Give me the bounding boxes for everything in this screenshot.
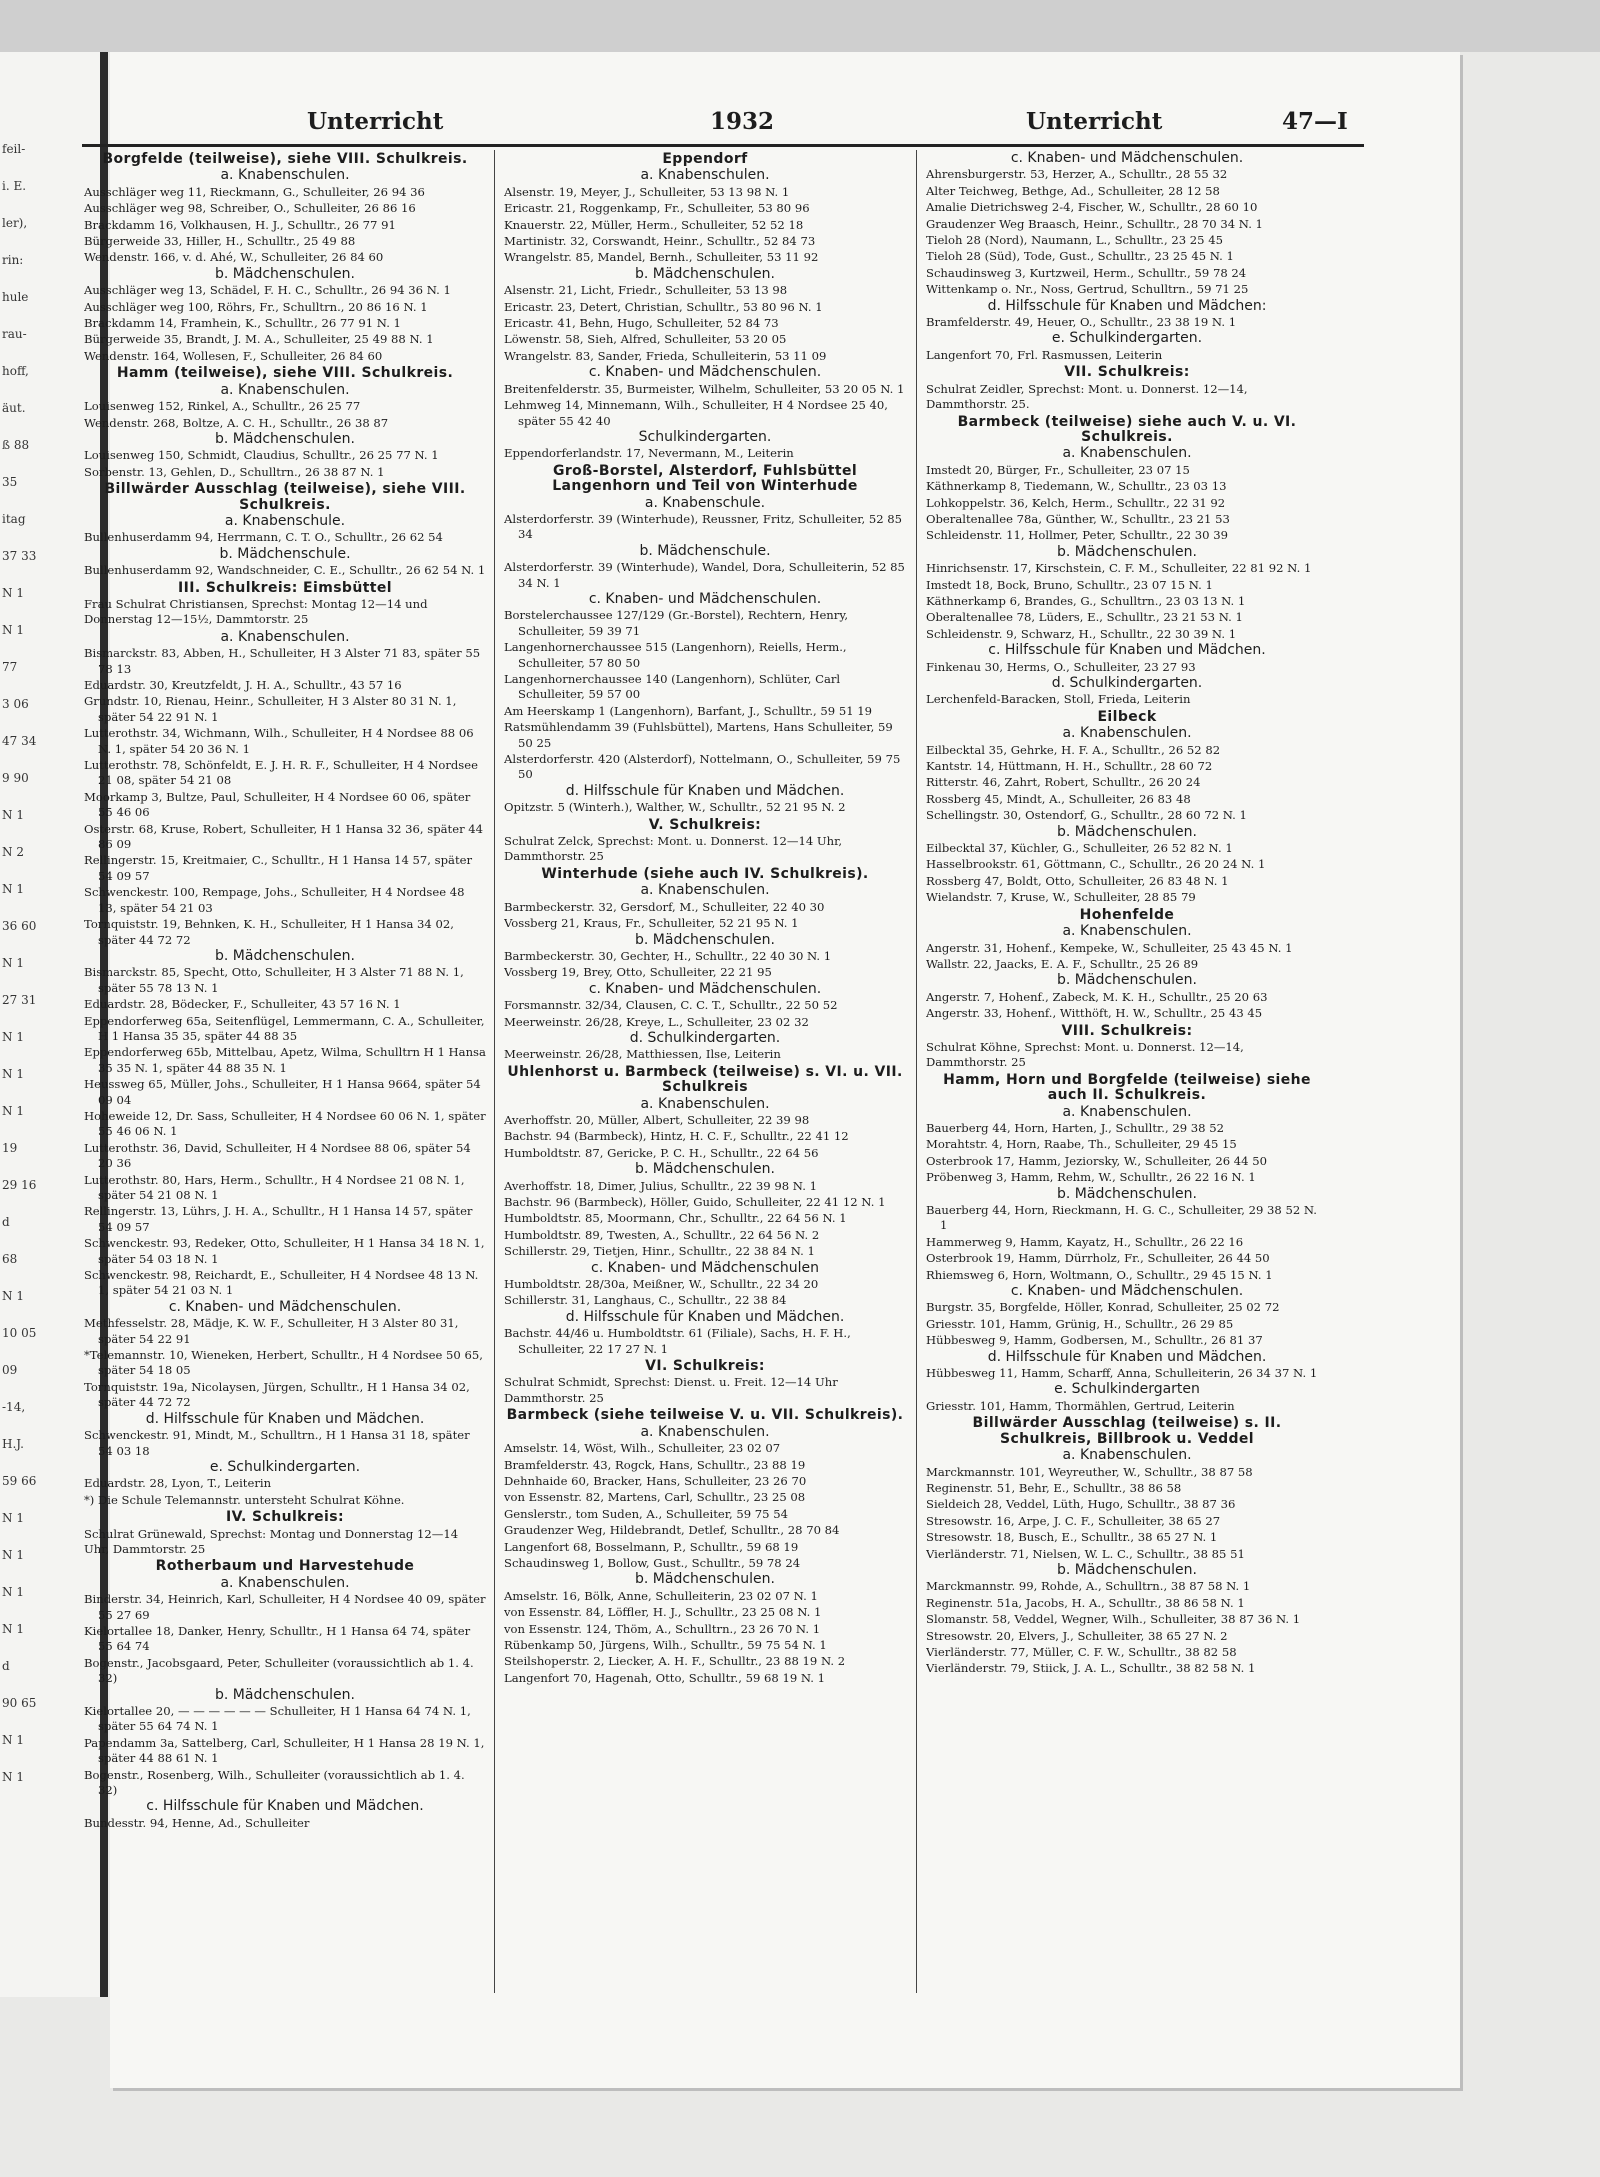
margin-fragment: N 1 [2, 1030, 24, 1044]
school-entry: Amselstr. 16, Bölk, Anne, Schulleiterin, 23 02 07 N. 1 [504, 1588, 818, 1603]
school-entry: Angerstr. 33, Hohenf., Witthöft, H. W., Schulltr., 25 43 45 [926, 1006, 1263, 1021]
school-entry: Kielortallee 18, Danker, Henry, Schulltr., H 1 Hansa 64 74, später 55 64 74 [84, 1623, 471, 1654]
school-entry: Marckmannstr. 101, Weyreuther, W., Schulltr., 38 87 58 [926, 1464, 1253, 1479]
section-heading: Hamm, Horn und Borgfelde (teilweise) siehe auch II. Schulkreis. [943, 1071, 1311, 1104]
school-entry: Hasselbrookstr. 61, Göttmann, C., Schulltr., 26 20 24 N. 1 [926, 857, 1266, 872]
margin-fragment: N 1 [2, 1104, 24, 1118]
school-entry: von Essenstr. 124, Thöm, A., Schulltrn., 23 26 70 N. 1 [504, 1621, 821, 1636]
subsection-heading: d. Hilfsschule für Knaben und Mädchen. [987, 1348, 1267, 1365]
margin-fragment: 37 33 [2, 549, 37, 563]
school-entry: Sorbenstr. 13, Gehlen, D., Schulltrn., 26 38 87 N. 1 [84, 464, 385, 479]
margin-fragment: N 1 [2, 808, 24, 822]
school-entry: Bachstr. 44/46 u. Humboldtstr. 61 (Filiale), Sachs, H. F. H., Schulleiter, 22 17 27 N. 1 [504, 1326, 851, 1356]
subsection-heading: Schulkindergarten. [638, 428, 772, 445]
district-note: Schulrat Schmidt, Sprechst: Dienst. u. Freit. 12—14 Uhr Dammthorstr. 25 [504, 1375, 838, 1405]
school-entry: Oberaltenallee 78, Lüders, E., Schulltr., 23 21 53 N. 1 [926, 610, 1243, 625]
school-entry: Bauerberg 44, Horn, Rieckmann, H. G. C., Schulleiter, 29 38 52 N. 1 [926, 1203, 1317, 1233]
school-entry: Ratsmühlendamm 39 (Fuhlsbüttel), Martens, Hans Schulleiter, 59 50 25 [504, 720, 893, 750]
school-entry: Alsenstr. 21, Licht, Friedr., Schulleiter, 53 13 98 [504, 283, 788, 298]
school-entry: Ericastr. 41, Behn, Hugo, Schulleiter, 52 84 73 [504, 316, 779, 331]
margin-fragment: N 1 [2, 586, 24, 600]
school-entry: Averhoffstr. 18, Dimer, Julius, Schulltr., 22 39 98 N. 1 [504, 1178, 817, 1193]
school-entry: Ritterstr. 46, Zahrt, Robert, Schulltr., 26 20 24 [926, 775, 1201, 790]
school-entry: Schleidenstr. 9, Schwarz, H., Schulltr., 22 30 39 N. 1 [926, 626, 1237, 641]
section-heading: VII. Schulkreis: [1064, 364, 1190, 381]
school-entry: Ausschläger weg 13, Schädel, F. H. C., Schulltr., 26 94 36 N. 1 [84, 283, 451, 298]
school-entry: Methfesselstr. 28, Mädje, K. W. F., Schulleiter, H 3 Alster 80 31, später 54 22 91 [84, 1316, 459, 1346]
school-entry: Bachstr. 96 (Barmbeck), Höller, Guido, Schulleiter, 22 41 12 N. 1 [504, 1195, 886, 1209]
school-entry: Langenhornerchaussee 515 (Langenhorn), Reiells, Herm., Schulleiter, 57 80 50 [504, 640, 847, 670]
school-entry: Alsenstr. 19, Meyer, J., Schulleiter, 53 13 98 N. 1 [504, 184, 790, 199]
school-entry: Grundstr. 10, Rienau, Heinr., Schulleiter, H 3 Alster 80 31 N. 1, später 54 22 91 N. 1 [84, 694, 457, 724]
subsection-heading: c. Hilfsschule für Knaben und Mädchen. [146, 1798, 424, 1815]
school-entry: Schwenckestr. 93, Redeker, Otto, Schulleiter, H 1 Hansa 34 18 N. 1, später 54 03 18 N. 1 [84, 1236, 485, 1266]
margin-fragment: 09 [2, 1363, 18, 1377]
margin-fragment: N 1 [2, 1585, 24, 1599]
school-entry: Humboldtstr. 87, Gericke, P. C. H., Schulltr., 22 64 56 [504, 1145, 819, 1160]
school-entry: Steilshoperstr. 2, Liecker, A. H. F., Schulltr., 23 88 19 N. 2 [504, 1654, 846, 1669]
header-year: 1932 [710, 108, 775, 135]
margin-fragment: 27 31 [2, 993, 37, 1007]
school-entry: Bogenstr., Rosenberg, Wilh., Schulleiter (voraussichtlich ab 1. 4. 32) [84, 1767, 465, 1798]
subsection-heading: a. Knabenschulen. [1062, 1447, 1192, 1464]
school-entry: Louisenweg 150, Schmidt, Claudius, Schulltr., 26 25 77 N. 1 [84, 448, 439, 463]
column-divider [916, 150, 917, 1993]
school-entry: Oberaltenallee 78a, Günther, W., Schulltr., 23 21 53 [926, 511, 1230, 526]
subsection-heading: b. Mädchenschulen. [215, 430, 355, 447]
school-entry: Wallstr. 22, Jaacks, E. A. F., Schulltr., 25 26 89 [926, 956, 1199, 971]
school-entry: Hübbesweg 9, Hamm, Godbersen, M., Schulltr., 26 81 37 [926, 1333, 1263, 1348]
section-heading: Billwärder Ausschlag (teilweise) s. II. Schulkreis, Billbrook u. Veddel [972, 1415, 1282, 1447]
subsection-heading: b. Mädchenschulen. [1057, 823, 1197, 840]
school-entry: Eppendorferweg 65b, Mittelbau, Apetz, Wilma, Schulltrn H 1 Hansa 35 35 N. 1, später 44 88 35 N. 1 [84, 1045, 486, 1075]
district-note: Schulrat Grünewald, Sprechst: Montag und Donnerstag 12—14 Uhr, Dammtorstr. 25 [84, 1526, 459, 1556]
school-entry: Borstelerchaussee 127/129 (Gr.-Borstel), Rechtern, Henry, Schulleiter, 59 39 71 [504, 608, 849, 638]
margin-fragment: N 1 [2, 1548, 24, 1562]
school-entry: Bramfelderstr. 43, Rogck, Hans, Schulltr., 23 88 19 [504, 1457, 806, 1472]
school-entry: Bauerberg 44, Horn, Harten, J., Schulltr., 29 38 52 [926, 1120, 1224, 1135]
subsection-heading: d. Schulkindergarten. [629, 1029, 781, 1046]
school-entry: Wendenstr. 164, Wollesen, F., Schulleiter, 26 84 60 [84, 348, 383, 363]
section-heading: Hohenfelde [1079, 906, 1175, 923]
page-number: 47—I [1282, 108, 1348, 135]
school-entry: Vossberg 19, Brey, Otto, Schulleiter, 22 21 95 [504, 965, 772, 980]
school-entry: Amalie Dietrichsweg 2-4, Fischer, W., Schulltr., 28 60 10 [926, 200, 1258, 215]
section-heading: Hamm (teilweise), siehe VIII. Schulkreis. [116, 365, 454, 382]
subsection-heading: d. Hilfsschule für Knaben und Mädchen. [565, 1308, 845, 1325]
subsection-heading: e. Schulkindergarten. [209, 1458, 361, 1475]
school-entry: Bramfelderstr. 49, Heuer, O., Schulltr., 23 38 19 N. 1 [926, 315, 1237, 330]
subsection-heading: b. Mädchenschulen. [215, 265, 355, 282]
school-entry: Graudenzer Weg Braasch, Heinr., Schulltr., 28 70 34 N. 1 [926, 216, 1263, 231]
subsection-heading: a. Knabenschulen. [1062, 445, 1192, 462]
margin-fragment: N 1 [2, 1511, 24, 1525]
school-entry: Pröbenweg 3, Hamm, Rehm, W., Schulltr., 26 22 16 N. 1 [926, 1170, 1256, 1185]
school-entry: Papendamm 3a, Sattelberg, Carl, Schulleiter, H 1 Hansa 28 19 N. 1, später 44 88 61 N. 1 [84, 1735, 485, 1766]
school-entry: Osterbrook 19, Hamm, Dürrholz, Fr., Schulleiter, 26 44 50 [926, 1251, 1270, 1266]
margin-fragment: 36 60 [2, 919, 37, 933]
subsection-heading: a. Knabenschulen. [640, 1423, 770, 1440]
school-entry: Dehnhaide 60, Bracker, Hans, Schulleiter, 23 26 70 [504, 1473, 807, 1488]
subsection-heading: b. Mädchenschule. [639, 542, 771, 559]
margin-fragment: N 1 [2, 1770, 24, 1784]
subsection-heading: a. Knabenschule. [224, 512, 346, 529]
school-entry: Sieldeich 28, Veddel, Lüth, Hugo, Schulltr., 38 87 36 [926, 1497, 1236, 1512]
school-entry: Humboldtstr. 85, Moormann, Chr., Schulltr., 22 64 56 N. 1 [504, 1211, 847, 1226]
margin-fragment: 77 [2, 660, 18, 674]
school-entry: Wielandstr. 7, Kruse, W., Schulleiter, 28 85 79 [926, 890, 1196, 905]
school-entry: Alsterdorferstr. 39 (Winterhude), Reussner, Fritz, Schulleiter, 52 85 34 [504, 511, 903, 542]
section-heading: Eppendorf [662, 151, 748, 167]
subsection-heading: b. Mädchenschulen. [635, 1571, 775, 1588]
subsection-heading: a. Knabenschulen. [640, 1095, 770, 1112]
school-entry: Schaudinsweg 3, Kurtzweil, Herm., Schulltr., 59 78 24 [926, 265, 1247, 280]
margin-fragment: 3 06 [2, 697, 29, 711]
margin-fragment: 68 [2, 1252, 18, 1266]
margin-fragment: 47 34 [2, 734, 37, 748]
school-entry: von Essenstr. 82, Martens, Carl, Schulltr., 23 25 08 [504, 1490, 806, 1505]
section-heading: VI. Schulkreis: [645, 1358, 765, 1375]
school-entry: Bismarckstr. 83, Abben, H., Schulleiter, H 3 Alster 71 83, später 55 78 13 [84, 646, 481, 676]
margin-fragment: 90 65 [2, 1696, 37, 1710]
margin-fragment: ler), [2, 216, 28, 230]
school-entry: Wittenkamp o. Nr., Noss, Gertrud, Schulltrn., 59 71 25 [926, 282, 1249, 297]
margin-fragment: N 1 [2, 623, 24, 637]
school-entry: Eduardstr. 28, Lyon, T., Leiterin [84, 1476, 272, 1491]
school-entry: Lohkoppelstr. 36, Kelch, Herm., Schulltr., 22 31 92 [926, 495, 1226, 510]
section-heading: V. Schulkreis: [648, 816, 762, 833]
school-entry: Meerweinstr. 26/28, Kreye, L., Schulleiter, 23 02 32 [504, 1014, 809, 1029]
school-entry: Brackdamm 14, Framhein, K., Schulltr., 26 77 91 N. 1 [84, 316, 401, 331]
school-entry: Hoheweide 12, Dr. Sass, Schulleiter, H 4 Nordsee 60 06 N. 1, später 55 46 06 N. 1 [84, 1108, 486, 1139]
school-entry: Marckmannstr. 99, Rohde, A., Schulltrn., 38 87 58 N. 1 [926, 1579, 1251, 1594]
school-entry: Louisenweg 152, Rinkel, A., Schulltr., 26 25 77 [84, 399, 361, 414]
school-entry: Alsterdorferstr. 420 (Alsterdorf), Nottelmann, O., Schulleiter, 59 75 50 [504, 752, 901, 782]
margin-fragment: 10 05 [2, 1326, 37, 1340]
school-entry: Lehmweg 14, Minnemann, Wilh., Schulleiter, H 4 Nordsee 25 40, später 55 42 40 [504, 398, 888, 428]
school-entry: Schwenckestr. 100, Rempage, Johs., Schulleiter, H 4 Nordsee 48 13, später 54 21 03 [84, 885, 465, 915]
school-entry: Martinistr. 32, Corswandt, Heinr., Schulltr., 52 84 73 [504, 234, 816, 249]
school-entry: Schellingstr. 30, Ostendorf, G., Schulltr., 28 60 72 N. 1 [926, 808, 1247, 823]
margin-fragment: N 1 [2, 956, 24, 970]
school-entry: Am Heerskamp 1 (Langenhorn), Barfant, J., Schulltr., 59 51 19 [504, 703, 873, 718]
school-entry: Langenfort 70, Frl. Rasmussen, Leiterin [926, 347, 1163, 362]
margin-fragment: ß 88 [2, 438, 30, 452]
subsection-heading: a. Knabenschulen. [1062, 1103, 1192, 1120]
school-entry: Slomanstr. 58, Veddel, Wegner, Wilh., Schulleiter, 38 87 36 N. 1 [926, 1612, 1301, 1627]
subsection-heading: a. Knabenschulen. [220, 381, 350, 398]
school-entry: Imstedt 20, Bürger, Fr., Schulleiter, 23 07 15 [926, 462, 1190, 477]
subsection-heading: a. Knabenschule. [644, 494, 766, 511]
margin-fragment: 29 16 [2, 1178, 37, 1192]
margin-fragment: äut. [2, 401, 26, 415]
district-note: Frau Schulrat Christiansen, Sprechst: Montag 12—14 und Donnerstag 12—15½, Dammtorstr. 25 [84, 596, 428, 627]
subsection-heading: b. Mädchenschulen. [635, 265, 775, 282]
subsection-heading: a. Knabenschulen. [1062, 725, 1192, 742]
section-heading: Rotherbaum und Harvestehude [155, 1558, 415, 1575]
school-entry: Schillerstr. 29, Tietjen, Hinr., Schulltr., 22 38 84 N. 1 [504, 1244, 815, 1259]
school-entry: Meerweinstr. 26/28, Matthiessen, Ilse, Leiterin [504, 1047, 781, 1062]
margin-fragment: hoff, [2, 364, 29, 378]
school-entry: Kantstr. 14, Hüttmann, H. H., Schulltr., 28 60 72 [926, 759, 1213, 774]
subsection-heading: a. Knabenschulen. [220, 628, 350, 645]
school-entry: Vierländerstr. 77, Müller, C. F. W., Schulltr., 38 82 58 [926, 1644, 1237, 1659]
margin-fragment: 59 66 [2, 1474, 37, 1488]
margin-fragment: H.J. [2, 1437, 24, 1451]
section-heading: IV. Schulkreis: [226, 1509, 344, 1526]
margin-fragment: rau- [2, 327, 27, 341]
school-entry: Schwenckestr. 98, Reichardt, E., Schulleiter, H 4 Nordsee 48 13 N. 1, später 54 21 03 N. 1 [84, 1268, 479, 1298]
subsection-heading: c. Knaben- und Mädchenschulen [591, 1259, 819, 1276]
school-entry: Hinrichsenstr. 17, Kirschstein, C. F. M., Schulleiter, 22 81 92 N. 1 [926, 561, 1312, 576]
subsection-heading: c. Knaben- und Mädchenschulen. [588, 364, 822, 381]
margin-fragment: i. E. [2, 179, 27, 193]
school-entry: Ahrensburgerstr. 53, Herzer, A., Schulltr., 28 55 32 [926, 167, 1228, 182]
school-entry: Rossberg 47, Boldt, Otto, Schulleiter, 26 83 48 N. 1 [926, 873, 1229, 888]
school-entry: Vierländerstr. 71, Nielsen, W. L. C., Schulltr., 38 85 51 [926, 1546, 1245, 1561]
school-entry: Graudenzer Weg, Hildebrandt, Detlef, Schulltr., 28 70 84 [504, 1523, 840, 1538]
subsection-heading: d. Hilfsschule für Knaben und Mädchen. [145, 1410, 425, 1427]
subsection-heading: b. Mädchenschulen. [215, 1686, 355, 1703]
school-entry: Lutterothstr. 78, Schönfeldt, E. J. H. R. F., Schulleiter, H 4 Nordsee 21 08, später 54 21 08 [84, 758, 478, 788]
margin-fragment: N 1 [2, 1289, 24, 1303]
school-entry: Reginenstr. 51a, Jacobs, H. A., Schulltr., 38 86 58 N. 1 [926, 1595, 1245, 1610]
section-heading: Winterhude (siehe auch IV. Schulkreis). [541, 865, 869, 882]
district-note: Schulrat Zeidler, Sprechst: Mont. u. Donnerst. 12—14, Dammthorstr. 25. [926, 381, 1248, 412]
subsection-heading: b. Mädchenschule. [219, 545, 351, 562]
school-entry: Lutterothstr. 36, David, Schulleiter, H 4 Nordsee 88 06, später 54 20 36 [84, 1140, 471, 1171]
subsection-heading: c. Knaben- und Mädchenschulen. [1010, 150, 1244, 166]
school-entry: Löwenstr. 58, Sieh, Alfred, Schulleiter, 53 20 05 [504, 332, 787, 347]
school-entry: Vossberg 21, Kraus, Fr., Schulleiter, 52 21 95 N. 1 [504, 916, 799, 931]
school-entry: Imstedt 18, Bock, Bruno, Schulltr., 23 07 15 N. 1 [926, 577, 1213, 592]
school-entry: Angerstr. 31, Hohenf., Kempeke, W., Schulleiter, 25 43 45 N. 1 [926, 940, 1293, 955]
subsection-heading: d. Hilfsschule für Knaben und Mädchen: [987, 297, 1267, 314]
school-entry: Lutterothstr. 34, Wichmann, Wilh., Schulleiter, H 4 Nordsee 88 06 N. 1, später 54 20 36 N. 1 [84, 726, 474, 756]
district-note: Schulrat Zelck, Sprechst: Mont. u. Donnerst. 12—14 Uhr, Dammthorstr. 25 [504, 834, 843, 864]
subsection-heading: a. Knabenschulen. [220, 1574, 350, 1591]
school-entry: *Telemannstr. 10, Wieneken, Herbert, Schulltr., H 4 Nordsee 50 65, später 54 18 05 [84, 1348, 483, 1378]
school-entry: Finkenau 30, Herms, O., Schulleiter, 23 27 93 [926, 659, 1196, 674]
section-heading: III. Schulkreis: Eimsbüttel [178, 579, 392, 596]
school-entry: Langenhornerchaussee 140 (Langenhorn), Schlüter, Carl Schulleiter, 59 57 00 [504, 672, 841, 702]
school-entry: Forsmannstr. 32/34, Clausen, C. C. T., Schulltr., 22 50 52 [504, 998, 838, 1013]
school-entry: Eduardstr. 30, Kreutzfeldt, J. H. A., Schulltr., 43 57 16 [84, 678, 402, 692]
school-entry: Breitenfelderstr. 35, Burmeister, Wilhelm, Schulleiter, 53 20 05 N. 1 [504, 381, 905, 396]
school-entry: Burgstr. 35, Borgfelde, Höller, Konrad, Schulleiter, 25 02 72 [926, 1300, 1280, 1315]
subsection-heading: d. Hilfsschule für Knaben und Mädchen. [565, 782, 845, 799]
school-entry: Angerstr. 7, Hohenf., Zabeck, M. K. H., Schulltr., 25 20 63 [926, 989, 1268, 1004]
column-right [926, 150, 1328, 2000]
subsection-heading: e. Schulkindergarten. [1051, 330, 1203, 347]
school-entry: Bullenhuserdamm 92, Wandschneider, C. E., Schulltr., 26 62 54 N. 1 [84, 563, 486, 578]
school-entry: Genslerstr., tom Suden, A., Schulleiter, 59 75 54 [504, 1506, 789, 1521]
school-entry: Griesstr. 101, Hamm, Thormählen, Gertrud, Leiterin [926, 1398, 1235, 1413]
school-entry: Rübenkamp 50, Jürgens, Wilh., Schulltr., 59 75 54 N. 1 [504, 1637, 827, 1652]
school-entry: Binderstr. 34, Heinrich, Karl, Schulleiter, H 4 Nordsee 40 09, später 55 27 69 [84, 1592, 486, 1622]
school-entry: Schaudinsweg 1, Bollow, Gust., Schulltr., 59 78 24 [504, 1555, 801, 1570]
school-entry: Bismarckstr. 85, Specht, Otto, Schulleiter, H 3 Alster 71 88 N. 1, später 55 78 13 N. 1 [84, 965, 464, 995]
section-heading: Eilbeck [1097, 708, 1157, 725]
margin-fragment: N 1 [2, 1733, 24, 1747]
margin-fragment: d [2, 1659, 10, 1673]
school-entry: Eilbecktal 35, Gehrke, H. F. A., Schulltr., 26 52 82 [926, 742, 1221, 757]
school-entry: Bachstr. 94 (Barmbeck), Hintz, H. C. F., Schulltr., 22 41 12 [504, 1129, 849, 1144]
margin-fragment: N 1 [2, 882, 24, 896]
school-entry: Humboldtstr. 28/30a, Meißner, W., Schulltr., 22 34 20 [504, 1277, 819, 1292]
school-entry: Ausschläger weg 11, Rieckmann, G., Schulleiter, 26 94 36 [84, 184, 425, 199]
school-entry: Eppendorferweg 65a, Seitenflügel, Lemmermann, C. A., Schulleiter, H 1 Hansa 35 35, später 44 88 35 [84, 1013, 485, 1043]
margin-fragment: 19 [2, 1141, 18, 1155]
margin-fragment: d [2, 1215, 10, 1229]
margin-fragment: rin: [2, 253, 24, 267]
school-entry: Eduardstr. 28, Bödecker, F., Schulleiter, 43 57 16 N. 1 [84, 997, 401, 1012]
column-middle [504, 150, 906, 2000]
margin-fragment: N 1 [2, 1067, 24, 1081]
margin-fragment: -14, [2, 1400, 26, 1414]
school-entry: Moorkamp 3, Bultze, Paul, Schulleiter, H 4 Nordsee 60 06, später 55 46 06 [84, 789, 471, 820]
school-entry: Bogenstr., Jacobsgaard, Peter, Schulleiter (voraussichtlich ab 1. 4. 32) [84, 1655, 474, 1686]
section-heading: Billwärder Ausschlag (teilweise), siehe VIII. Schulkreis. [104, 481, 466, 513]
header-rule [82, 144, 1364, 147]
margin-fragment: 9 90 [2, 771, 29, 785]
margin-fragment: itag [2, 512, 26, 526]
school-entry: Knauerstr. 22, Müller, Herm., Schulleiter, 52 52 18 [504, 217, 804, 232]
school-entry: Stresowstr. 16, Arpe, J. C. F., Schulleiter, 38 65 27 [926, 1513, 1221, 1528]
district-note: *) Die Schule Telemannstr. untersteht Schulrat Köhne. [84, 1492, 405, 1507]
margin-fragment: feil- [2, 142, 26, 156]
school-entry: Wendenstr. 166, v. d. Ahé, W., Schulleiter, 26 84 60 [84, 250, 384, 265]
school-entry: Opitzstr. 5 (Winterh.), Walther, W., Schulltr., 52 21 95 N. 2 [504, 800, 846, 815]
subsection-heading: b. Mädchenschulen. [215, 947, 355, 964]
school-entry: Eppendorferlandstr. 17, Nevermann, M., Leiterin [504, 446, 794, 461]
section-heading: Barmbeck (siehe teilweise V. u. VII. Schulkreis). [506, 1407, 904, 1424]
subsection-heading: b. Mädchenschulen. [1057, 1185, 1197, 1202]
school-entry: Osterbrook 17, Hamm, Jeziorsky, W., Schulleiter, 26 44 50 [926, 1153, 1267, 1168]
subsection-heading: a. Knabenschulen. [640, 882, 770, 899]
margin-fragment: N 1 [2, 1622, 24, 1636]
school-entry: Eilbecktal 37, Küchler, G., Schulleiter, 26 52 82 N. 1 [926, 841, 1233, 856]
school-entry: Bullenhuserdamm 94, Herrmann, C. T. O., Schulltr., 26 62 54 [84, 530, 443, 545]
school-entry: Lutterothstr. 80, Hars, Herm., Schulltr., H 4 Nordsee 21 08 N. 1, später 54 21 08 N. 1 [84, 1172, 465, 1202]
section-heading: Groß-Borstel, Alsterdorf, Fuhlsbüttel Langenhorn und Teil von Winterhude [552, 462, 858, 495]
school-entry: Bundesstr. 94, Henne, Ad., Schulleiter [84, 1815, 310, 1830]
header-left-title: Unterricht [307, 108, 444, 135]
school-entry: Wendenstr. 268, Boltze, A. C. H., Schulltr., 26 38 87 [84, 415, 389, 430]
subsection-heading: c. Knaben- und Mädchenschulen. [168, 1298, 402, 1315]
school-entry: Alter Teichweg, Bethge, Ad., Schulleiter, 28 12 58 [926, 183, 1220, 198]
school-entry: Bürgerweide 35, Brandt, J. M. A., Schulleiter, 25 49 88 N. 1 [84, 332, 434, 347]
header-right-title: Unterricht [1026, 108, 1163, 135]
school-entry: Alsterdorferstr. 39 (Winterhude), Wandel, Dora, Schulleiterin, 52 85 34 N. 1 [504, 560, 905, 590]
school-entry: Tornquiststr. 19a, Nicolaysen, Jürgen, Schulltr., H 1 Hansa 34 02, später 44 72 72 [84, 1379, 470, 1410]
school-entry: Käthnerkamp 8, Tiedemann, W., Schulltr., 23 03 13 [926, 479, 1227, 494]
school-entry: Wrangelstr. 85, Mandel, Bernh., Schulleiter, 53 11 92 [504, 250, 819, 265]
margin-fragment: N 2 [2, 845, 24, 859]
subsection-heading: c. Hilfsschule für Knaben und Mädchen. [988, 642, 1266, 659]
margin-fragment: 35 [2, 475, 18, 489]
subsection-heading: a. Knabenschulen. [1062, 923, 1192, 940]
school-entry: Rhiemsweg 6, Horn, Woltmann, O., Schulltr., 29 45 15 N. 1 [926, 1267, 1273, 1282]
school-entry: Bürgerweide 33, Hiller, H., Schulltr., 25 49 88 [84, 234, 356, 249]
school-entry: Griesstr. 101, Hamm, Grünig, H., Schulltr., 26 29 85 [926, 1316, 1234, 1331]
school-entry: Schleidenstr. 11, Hollmer, Peter, Schulltr., 22 30 39 [926, 528, 1228, 543]
school-entry: Ausschläger weg 100, Röhrs, Fr., Schulltrn., 20 86 16 N. 1 [84, 299, 428, 314]
school-entry: Lerchenfeld-Baracken, Stoll, Frieda, Leiterin [926, 692, 1191, 707]
school-entry: Langenfort 70, Hagenah, Otto, Schulltr., 59 68 19 N. 1 [504, 1670, 826, 1685]
school-entry: Rellingerstr. 15, Kreitmaier, C., Schulltr., H 1 Hansa 14 57, später 54 09 57 [84, 853, 473, 883]
school-entry: Barmbeckerstr. 30, Gechter, H., Schulltr., 22 40 30 N. 1 [504, 948, 832, 963]
subsection-heading: b. Mädchenschulen. [635, 1161, 775, 1178]
school-entry: Reginenstr. 51, Behr, E., Schulltr., 38 86 58 [926, 1480, 1182, 1495]
school-entry: Schwenckestr. 91, Mindt, M., Schulltrn., H 1 Hansa 31 18, später 54 03 18 [84, 1428, 470, 1458]
school-entry: Amselstr. 14, Wöst, Wilh., Schulleiter, 23 02 07 [504, 1441, 781, 1456]
page-header [82, 108, 1362, 144]
school-entry: Barmbeckerstr. 32, Gersdorf, M., Schulleiter, 22 40 30 [504, 899, 825, 914]
school-entry: von Essenstr. 84, Löffler, H. J., Schulltr., 23 25 08 N. 1 [504, 1605, 822, 1620]
school-entry: Stresowstr. 20, Elvers, J., Schulleiter, 38 65 27 N. 2 [926, 1628, 1228, 1643]
school-entry: Schillerstr. 31, Langhaus, C., Schulltr., 22 38 84 [504, 1293, 787, 1308]
subsection-heading: a. Knabenschulen. [220, 167, 350, 184]
section-heading: Uhlenhorst u. Barmbeck (teilweise) s. VI. u. VII. Schulkreis [507, 1063, 903, 1096]
section-heading: Borgfelde (teilweise), siehe VIII. Schulkreis. [102, 151, 468, 167]
school-entry: Stresowstr. 18, Busch, E., Schulltr., 38 65 27 N. 1 [926, 1530, 1218, 1545]
school-entry: Heussweg 65, Müller, Johs., Schulleiter, H 1 Hansa 9664, später 54 09 04 [84, 1077, 481, 1107]
school-entry: Osterstr. 68, Kruse, Robert, Schulleiter, H 1 Hansa 32 36, später 44 86 09 [84, 821, 484, 852]
school-entry: Tieloh 28 (Nord), Naumann, L., Schulltr., 23 25 45 [926, 233, 1223, 248]
school-entry: Vierländerstr. 79, Stiick, J. A. L., Schulltr., 38 82 58 N. 1 [926, 1661, 1256, 1676]
school-entry: Averhoffstr. 20, Müller, Albert, Schulleiter, 22 39 98 [504, 1112, 810, 1127]
subsection-heading: c. Knaben- und Mädchenschulen. [588, 980, 822, 997]
school-entry: Brackdamm 16, Volkhausen, H. J., Schulltr., 26 77 91 [84, 217, 396, 232]
margin-fragment: hule [2, 290, 29, 304]
school-entry: Tieloh 28 (Süd), Tode, Gust., Schulltr., 23 25 45 N. 1 [926, 249, 1234, 264]
school-entry: Rellingerstr. 13, Lührs, J. H. A., Schulltr., H 1 Hansa 14 57, später 54 09 57 [84, 1204, 473, 1234]
subsection-heading: b. Mädchenschulen. [1057, 1561, 1197, 1578]
school-entry: Wrangelstr. 83, Sander, Frieda, Schulleiterin, 53 11 09 [504, 348, 827, 363]
column-divider [494, 150, 495, 1993]
school-entry: Langenfort 68, Bosselmann, P., Schulltr., 59 68 19 [504, 1539, 799, 1554]
subsection-heading: b. Mädchenschulen. [1057, 543, 1197, 560]
school-entry: Hammerweg 9, Hamm, Kayatz, H., Schulltr., 26 22 16 [926, 1234, 1244, 1249]
school-entry: Morahtstr. 4, Horn, Raabe, Th., Schulleiter, 29 45 15 [926, 1137, 1237, 1152]
section-heading: Barmbeck (teilweise) siehe auch V. u. VI. Schulkreis. [957, 413, 1297, 445]
school-entry: Humboldtstr. 89, Twesten, A., Schulltr., 22 64 56 N. 2 [504, 1227, 820, 1242]
subsection-heading: c. Knaben- und Mädchenschulen. [1010, 1283, 1244, 1300]
subsection-heading: c. Knaben- und Mädchenschulen. [588, 590, 822, 607]
column-left [84, 150, 486, 2000]
school-entry: Ausschläger weg 98, Schreiber, O., Schulleiter, 26 86 16 [84, 201, 416, 216]
section-heading: VIII. Schulkreis: [1061, 1022, 1193, 1039]
school-entry: Hübbesweg 11, Hamm, Scharff, Anna, Schulleiterin, 26 34 37 N. 1 [926, 1366, 1318, 1381]
school-entry: Tornquiststr. 19, Behnken, K. H., Schulleiter, H 1 Hansa 34 02, später 44 72 72 [84, 917, 454, 947]
school-entry: Ericastr. 23, Detert, Christian, Schulltr., 53 80 96 N. 1 [504, 299, 823, 314]
school-entry: Rossberg 45, Mindt, A., Schulleiter, 26 83 48 [926, 791, 1191, 806]
school-entry: Kielortallee 20, — — — — — — Schulleiter, H 1 Hansa 64 74 N. 1, später 55 64 74 N. 1 [84, 1704, 471, 1734]
district-note: Schulrat Köhne, Sprechst: Mont. u. Donnerst. 12—14, Dammthorstr. 25 [926, 1039, 1244, 1070]
school-entry: Ericastr. 21, Roggenkamp, Fr., Schulleiter, 53 80 96 [504, 201, 810, 216]
subsection-heading: b. Mädchenschulen. [635, 931, 775, 948]
subsection-heading: d. Schulkindergarten. [1051, 675, 1203, 691]
school-entry: Käthnerkamp 6, Brandes, G., Schulltrn., 23 03 13 N. 1 [926, 593, 1246, 608]
subsection-heading: e. Schulkindergarten [1054, 1381, 1200, 1398]
subsection-heading: b. Mädchenschulen. [1057, 972, 1197, 989]
subsection-heading: a. Knabenschulen. [640, 167, 770, 184]
